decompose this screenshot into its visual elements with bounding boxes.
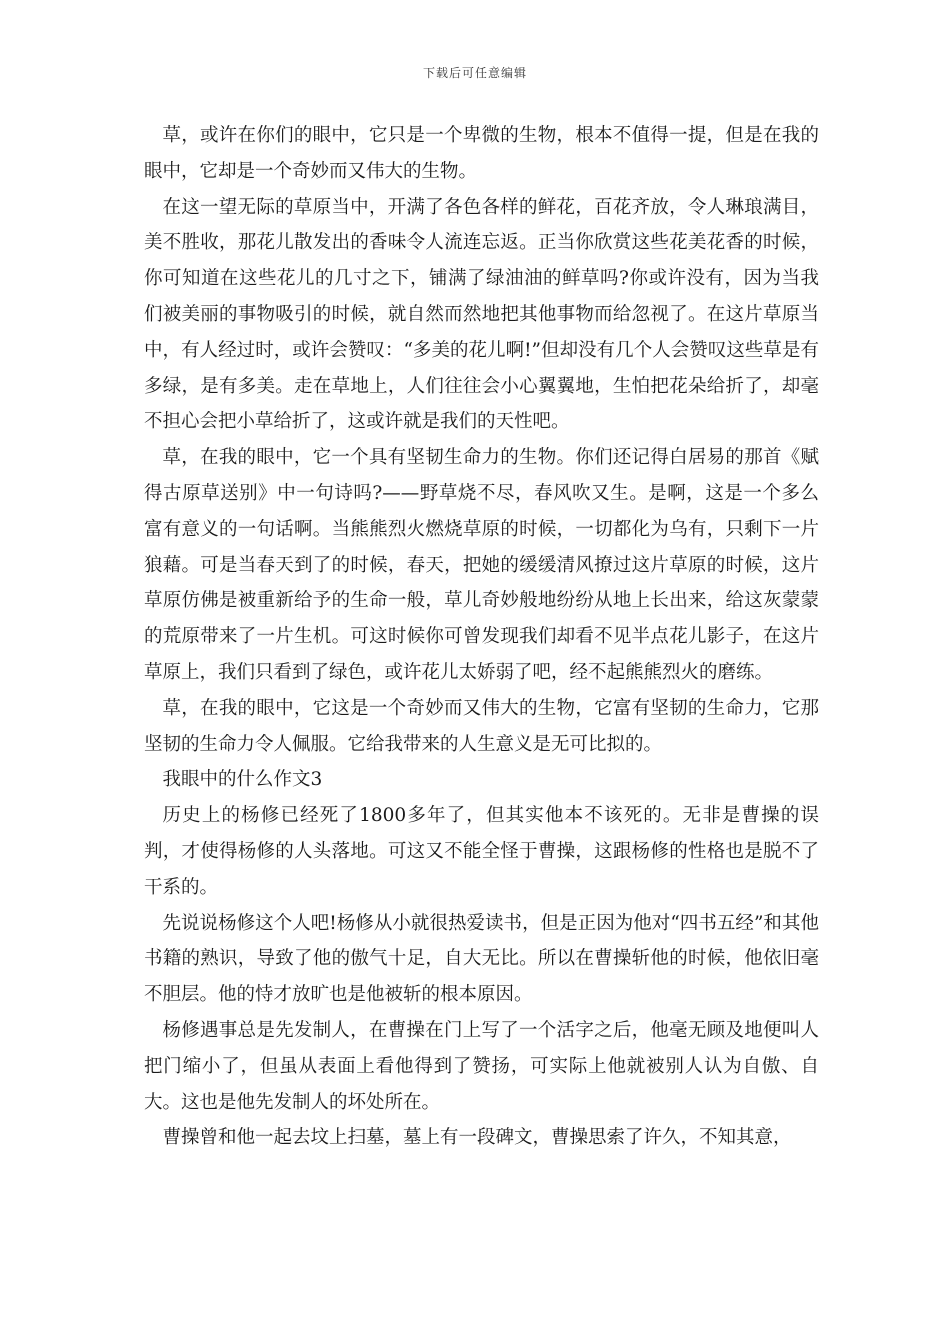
paragraph: 草，在我的眼中，它一个具有坚韧生命力的生物。你们还记得白居易的那首《赋得古原草送别》中一句诗吗?——野草烧不尽，春风吹又生。是啊，这是一个多么富有意义的一句话啊。当熊熊烈火燃烧草原的时候，一切都化为乌有，只剩下一片狼藉。可是当春天到了的时候，春天，把她的缓缓清风撩过这片草原的时候，这片草原仿佛是被重新给予的生命一般，草儿奇妙般地纷纷从地上长出来，给这灰蒙蒙的荒原带来了一片生机。可这时候你可曾发现我们却看不见半点花儿影子，在这片草原上，我们只看到了绿色，或许花儿太娇弱了吧，经不起熊熊烈火的磨练。	[144, 447, 819, 683]
section-heading: 我眼中的什么作文3	[162, 769, 323, 791]
paragraph: 草，在我的眼中，它这是一个奇妙而又伟大的生物，它富有坚韧的生命力，它那坚韧的生命力令人佩服。它给我带来的人生意义是无可比拟的。	[144, 697, 819, 755]
paragraph: 先说说杨修这个人吧!杨修从小就很热爱读书，但是正因为他对“四书五经”和其他书籍的熟识，导致了他的傲气十足，自大无比。所以在曹操斩他的时候，他依旧毫不胆层。他的恃才放旷也是他被斩的根本原因。	[144, 912, 819, 1006]
paragraph: 草，或许在你们的眼中，它只是一个卑微的生物，根本不值得一提，但是在我的眼中，它却是一个奇妙而又伟大的生物。	[144, 125, 819, 182]
paragraph: 在这一望无际的草原当中，开满了各色各样的鲜花，百花齐放，令人琳琅满目，美不胜收，那花儿散发出的香味令人流连忘返。正当你欣赏这些花美花香的时候，你可知道在这些花儿的几寸之下，铺满了绿油油的鲜草吗?你或许没有，因为当我们被美丽的事物吸引的时候，就自然而然地把其他事物而给忽视了。在这片草原当中，有人经过时，或许会赞叹：“多美的花儿啊!”但却没有几个人会赞叹这些草是有多绿，是有多美。走在草地上，人们往往会小心翼翼地，生怕把花朵给折了，却毫不担心会把小草给折了，这或许就是我们的天性吧。	[144, 196, 819, 433]
paragraph: 历史上的杨修已经死了1800多年了，但其实他本不该死的。无非是曹操的误判，才使得杨修的人头落地。可这又不能全怪于曹操，这跟杨修的性格也是脱不了干系的。	[144, 805, 819, 898]
page-header-note: 下载后可任意编辑	[422, 66, 527, 80]
document-body	[144, 118, 819, 1156]
paragraph: 杨修遇事总是先发制人，在曹操在门上写了一个活字之后，他毫无顾及地便叫人把门缩小了，但虽从表面上看他得到了赞扬，可实际上他就被别人认为自傲、自大。这也是他先发制人的坏处所在。	[144, 1019, 819, 1113]
paragraph: 曹操曾和他一起去坟上扫墓，墓上有一段碑文，曹操思索了许久，不知其意，	[162, 1127, 792, 1149]
